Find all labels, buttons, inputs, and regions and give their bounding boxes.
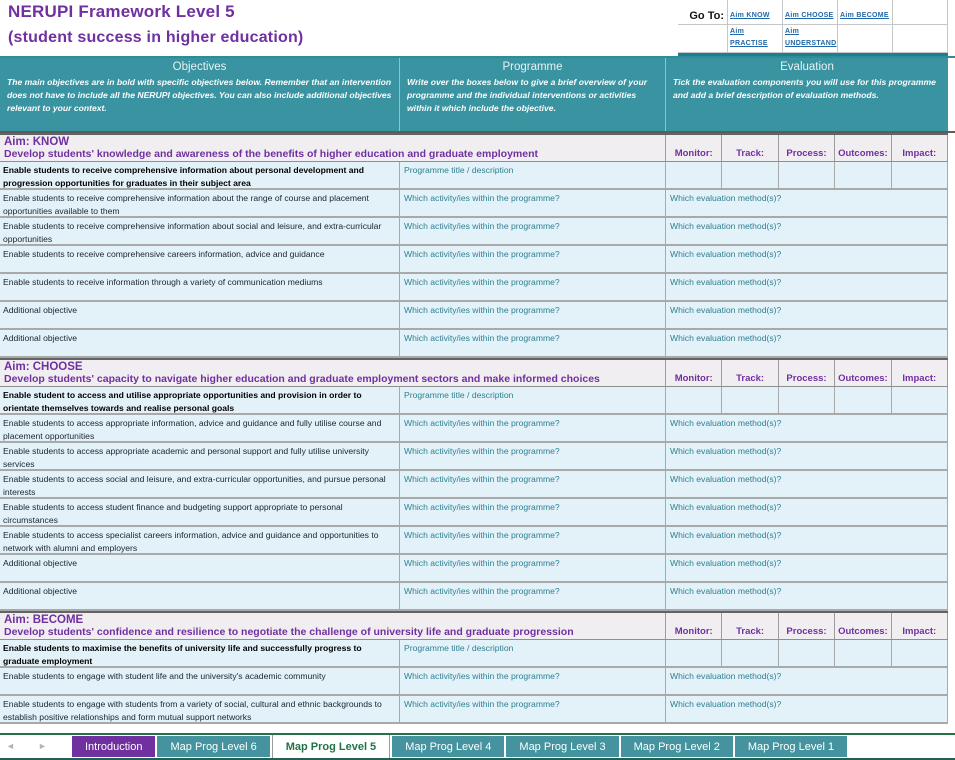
- section-titles: [0, 613, 666, 639]
- evaluation-tick-cell[interactable]: [835, 640, 891, 666]
- objective-cell[interactable]: Enable students to receive comprehensive information about the range of course and placement opportunities available to them: [0, 190, 400, 216]
- sheet-tab-map-prog-level-1[interactable]: Map Prog Level 1: [735, 736, 847, 757]
- goto-cell: [838, 0, 893, 25]
- evaluation-method-cell[interactable]: Which evaluation method(s)?: [666, 190, 948, 216]
- section-aim-title: Aim: KNOW: [4, 136, 70, 148]
- evaluation-tick-cell[interactable]: [666, 162, 722, 188]
- objective-row: [0, 527, 948, 555]
- objective-cell[interactable]: Enable students to access social and leisure, and extra-curricular opportunities, and pursue personal interests: [0, 471, 400, 497]
- evaluation-method-cell[interactable]: Which evaluation method(s)?: [666, 218, 948, 244]
- eval-column-header: Outcomes:: [835, 135, 891, 161]
- objective-cell[interactable]: Additional objective: [0, 583, 400, 609]
- objective-row: [0, 274, 948, 302]
- goto-link-aim-practise[interactable]: Aim PRACTISE: [730, 28, 768, 48]
- column-header-band: [0, 58, 955, 133]
- objectives-column-title: Objectives: [172, 61, 227, 73]
- objective-cell[interactable]: Enable students to receive comprehensive careers information, advice and guidance: [0, 246, 400, 272]
- goto-empty-cell: [838, 25, 893, 53]
- evaluation-tick-cell[interactable]: [722, 640, 778, 666]
- evaluation-column-title: Evaluation: [780, 61, 834, 73]
- section-subtitle: Develop students' knowledge and awareness of the benefits of higher education and graduate employment: [4, 148, 539, 160]
- goto-label: Go To:: [678, 0, 728, 25]
- evaluation-tick-cell[interactable]: [666, 640, 722, 666]
- sheet-tab-map-prog-level-2[interactable]: Map Prog Level 2: [621, 736, 733, 757]
- goto-cell: [728, 25, 783, 53]
- evaluation-headers: [666, 360, 948, 386]
- objective-row: [0, 302, 948, 330]
- objective-cell[interactable]: Enable student to access and utilise appropriate opportunities and provision in order to orientate themselves towards and realise personal goals: [0, 387, 400, 413]
- evaluation-tick-cell[interactable]: [722, 387, 778, 413]
- activity-cell[interactable]: Which activity/ies within the programme?: [400, 218, 666, 244]
- evaluation-tick-cell[interactable]: [779, 387, 835, 413]
- objective-row: [0, 555, 948, 583]
- evaluation-method-cell[interactable]: Which evaluation method(s)?: [666, 696, 948, 722]
- objective-cell[interactable]: Enable students to access appropriate information, advice and guidance and fully utilise course and placement opportunities: [0, 415, 400, 441]
- eval-column-header: Monitor:: [666, 613, 722, 639]
- goto-empty-cell: [678, 25, 728, 53]
- activity-cell[interactable]: Which activity/ies within the programme?: [400, 190, 666, 216]
- evaluation-tick-cell[interactable]: [892, 162, 948, 188]
- goto-nav: [678, 0, 948, 56]
- objective-cell[interactable]: Additional objective: [0, 302, 400, 328]
- evaluation-method-cell[interactable]: Which evaluation method(s)?: [666, 302, 948, 328]
- section-subtitle: Develop students' capacity to navigate higher education and graduate employment sectors and make informed choices: [4, 373, 600, 385]
- evaluation-column-description: Tick the evaluation components you will use for this programme and add a brief description of evaluation methods.: [673, 77, 936, 100]
- objective-row: [0, 499, 948, 527]
- objective-cell[interactable]: Enable students to receive comprehensive information about personal development and progression opportunities for graduates in their subject area: [0, 162, 400, 188]
- goto-link-aim-understand[interactable]: Aim UNDERSTAND: [785, 28, 837, 48]
- objective-cell[interactable]: Enable students to access appropriate academic and personal support and fully utilise university services: [0, 443, 400, 469]
- section-header: [0, 133, 948, 162]
- section-subtitle: Develop students' confidence and resilience to negotiate the challenge of university life and graduate progression: [4, 626, 574, 638]
- activity-cell[interactable]: Which activity/ies within the programme?: [400, 555, 666, 581]
- evaluation-tick-cell[interactable]: [892, 387, 948, 413]
- section-aim-title: Aim: CHOOSE: [4, 361, 83, 373]
- goto-link-aim-become[interactable]: Aim BECOME: [840, 12, 889, 20]
- programme-title-cell[interactable]: Programme title / description: [400, 162, 666, 188]
- tab-scroll-left-icon[interactable]: ◄: [6, 741, 15, 751]
- activity-cell[interactable]: Which activity/ies within the programme?: [400, 330, 666, 356]
- eval-column-header: Monitor:: [666, 360, 722, 386]
- goto-cell: [783, 25, 838, 53]
- goto-empty-cell: [893, 25, 948, 53]
- page-subtitle: (student success in higher education): [8, 29, 304, 46]
- activity-cell[interactable]: Which activity/ies within the programme?: [400, 471, 666, 497]
- objective-row: [0, 218, 948, 246]
- objective-cell[interactable]: Enable students to access specialist careers information, advice and guidance and opportunities to network with alumni and employers: [0, 527, 400, 553]
- sheet-tab-map-prog-level-5[interactable]: Map Prog Level 5: [272, 735, 390, 758]
- eval-column-header: Process:: [779, 135, 835, 161]
- evaluation-method-cell[interactable]: Which evaluation method(s)?: [666, 274, 948, 300]
- eval-column-header: Outcomes:: [835, 360, 891, 386]
- eval-column-header: Impact:: [892, 135, 948, 161]
- section-titles: [0, 360, 666, 386]
- goto-empty-cell: [893, 0, 948, 25]
- evaluation-tick-cell[interactable]: [892, 640, 948, 666]
- evaluation-method-cell[interactable]: Which evaluation method(s)?: [666, 471, 948, 497]
- tab-scroll-right-icon[interactable]: ►: [38, 741, 47, 751]
- evaluation-cells: [666, 387, 948, 413]
- evaluation-method-cell[interactable]: Which evaluation method(s)?: [666, 330, 948, 356]
- eval-column-header: Process:: [779, 613, 835, 639]
- evaluation-method-cell[interactable]: Which evaluation method(s)?: [666, 415, 948, 441]
- goto-cell: [728, 0, 783, 25]
- evaluation-tick-cell[interactable]: [835, 162, 891, 188]
- eval-column-header: Monitor:: [666, 135, 722, 161]
- goto-cell: [783, 0, 838, 25]
- objective-row: [0, 471, 948, 499]
- evaluation-method-cell[interactable]: Which evaluation method(s)?: [666, 443, 948, 469]
- objective-row: [0, 668, 948, 696]
- evaluation-method-cell[interactable]: Which evaluation method(s)?: [666, 555, 948, 581]
- objective-row: [0, 443, 948, 471]
- evaluation-headers: [666, 135, 948, 161]
- evaluation-cells: [666, 162, 948, 188]
- header-area: [0, 0, 955, 58]
- sheet-tab-bar: [0, 733, 955, 760]
- evaluation-method-cell[interactable]: Which evaluation method(s)?: [666, 583, 948, 609]
- main-objective-row: [0, 387, 948, 415]
- evaluation-tick-cell[interactable]: [666, 387, 722, 413]
- sheet-tab-map-prog-level-6[interactable]: Map Prog Level 6: [157, 736, 269, 757]
- objective-cell[interactable]: Enable students to engage with student life and the university's academic community: [0, 668, 400, 694]
- eval-column-header: Track:: [722, 360, 778, 386]
- objective-row: [0, 330, 948, 358]
- objective-row: [0, 415, 948, 443]
- sheet-tabs: [72, 735, 847, 758]
- objective-row: [0, 190, 948, 218]
- activity-cell[interactable]: Which activity/ies within the programme?: [400, 696, 666, 722]
- section-aim-title: Aim: BECOME: [4, 614, 84, 626]
- activity-cell[interactable]: Which activity/ies within the programme?: [400, 668, 666, 694]
- objective-cell[interactable]: Enable students to access student finance and budgeting support appropriate to personal circumstances: [0, 499, 400, 525]
- activity-cell[interactable]: Which activity/ies within the programme?: [400, 302, 666, 328]
- activity-cell[interactable]: Which activity/ies within the programme?: [400, 246, 666, 272]
- goto-link-aim-choose[interactable]: Aim CHOOSE: [785, 12, 834, 20]
- objective-cell[interactable]: Enable students to engage with students from a variety of social, cultural and ethnic backgrounds to establish positive relationships and form mutual support networks: [0, 696, 400, 722]
- sheet-tab-map-prog-level-3[interactable]: Map Prog Level 3: [506, 736, 618, 757]
- activity-cell[interactable]: Which activity/ies within the programme?: [400, 274, 666, 300]
- programme-column-header: [400, 58, 666, 131]
- evaluation-tick-cell[interactable]: [835, 387, 891, 413]
- main-objective-row: [0, 162, 948, 190]
- activity-cell[interactable]: Which activity/ies within the programme?: [400, 499, 666, 525]
- section-header: [0, 358, 948, 387]
- eval-column-header: Outcomes:: [835, 613, 891, 639]
- objective-cell[interactable]: Enable students to maximise the benefits of university life and successfully progress to graduate employment: [0, 640, 400, 666]
- eval-column-header: Impact:: [892, 613, 948, 639]
- evaluation-cells: [666, 640, 948, 666]
- evaluation-tick-cell[interactable]: [779, 640, 835, 666]
- objective-row: [0, 696, 948, 724]
- sheet-tab-map-prog-level-4[interactable]: Map Prog Level 4: [392, 736, 504, 757]
- programme-title-cell[interactable]: Programme title / description: [400, 387, 666, 413]
- activity-cell[interactable]: Which activity/ies within the programme?: [400, 583, 666, 609]
- eval-column-header: Process:: [779, 360, 835, 386]
- activity-cell[interactable]: Which activity/ies within the programme?: [400, 527, 666, 553]
- framework-grid: [0, 133, 955, 733]
- objective-row: [0, 246, 948, 274]
- activity-cell[interactable]: Which activity/ies within the programme?: [400, 415, 666, 441]
- objective-cell[interactable]: Enable students to receive comprehensive information about social and leisure, and extra-curricular opportunities: [0, 218, 400, 244]
- evaluation-headers: [666, 613, 948, 639]
- activity-cell[interactable]: Which activity/ies within the programme?: [400, 443, 666, 469]
- evaluation-method-cell[interactable]: Which evaluation method(s)?: [666, 246, 948, 272]
- evaluation-column-header: [666, 58, 948, 131]
- sheet-tab-introduction[interactable]: Introduction: [72, 736, 155, 757]
- objective-cell[interactable]: Additional objective: [0, 330, 400, 356]
- goto-link-aim-know[interactable]: Aim KNOW: [730, 12, 770, 20]
- evaluation-tick-cell[interactable]: [779, 162, 835, 188]
- evaluation-method-cell[interactable]: Which evaluation method(s)?: [666, 527, 948, 553]
- page-title: NERUPI Framework Level 5: [8, 2, 235, 21]
- band-right-sliver: [948, 58, 955, 131]
- section-header: [0, 611, 948, 640]
- objectives-column-header: [0, 58, 400, 131]
- objective-cell[interactable]: Additional objective: [0, 555, 400, 581]
- evaluation-method-cell[interactable]: Which evaluation method(s)?: [666, 668, 948, 694]
- programme-column-description: Write over the boxes below to give a brief overview of your programme and the individual interventions or activities within it which include the objective.: [407, 77, 648, 113]
- eval-column-header: Impact:: [892, 360, 948, 386]
- evaluation-method-cell[interactable]: Which evaluation method(s)?: [666, 499, 948, 525]
- objective-row: [0, 583, 948, 611]
- evaluation-tick-cell[interactable]: [722, 162, 778, 188]
- section-titles: [0, 135, 666, 161]
- eval-column-header: Track:: [722, 135, 778, 161]
- programme-column-title: Programme: [502, 61, 563, 73]
- eval-column-header: Track:: [722, 613, 778, 639]
- objectives-column-description: The main objectives are in bold with specific objectives below. Remember that an intervention does not have to include all the NERUPI objectives. You can also include additional objectives relevant to your context.: [7, 77, 392, 113]
- programme-title-cell[interactable]: Programme title / description: [400, 640, 666, 666]
- main-objective-row: [0, 640, 948, 668]
- objective-cell[interactable]: Enable students to receive information through a variety of communication mediums: [0, 274, 400, 300]
